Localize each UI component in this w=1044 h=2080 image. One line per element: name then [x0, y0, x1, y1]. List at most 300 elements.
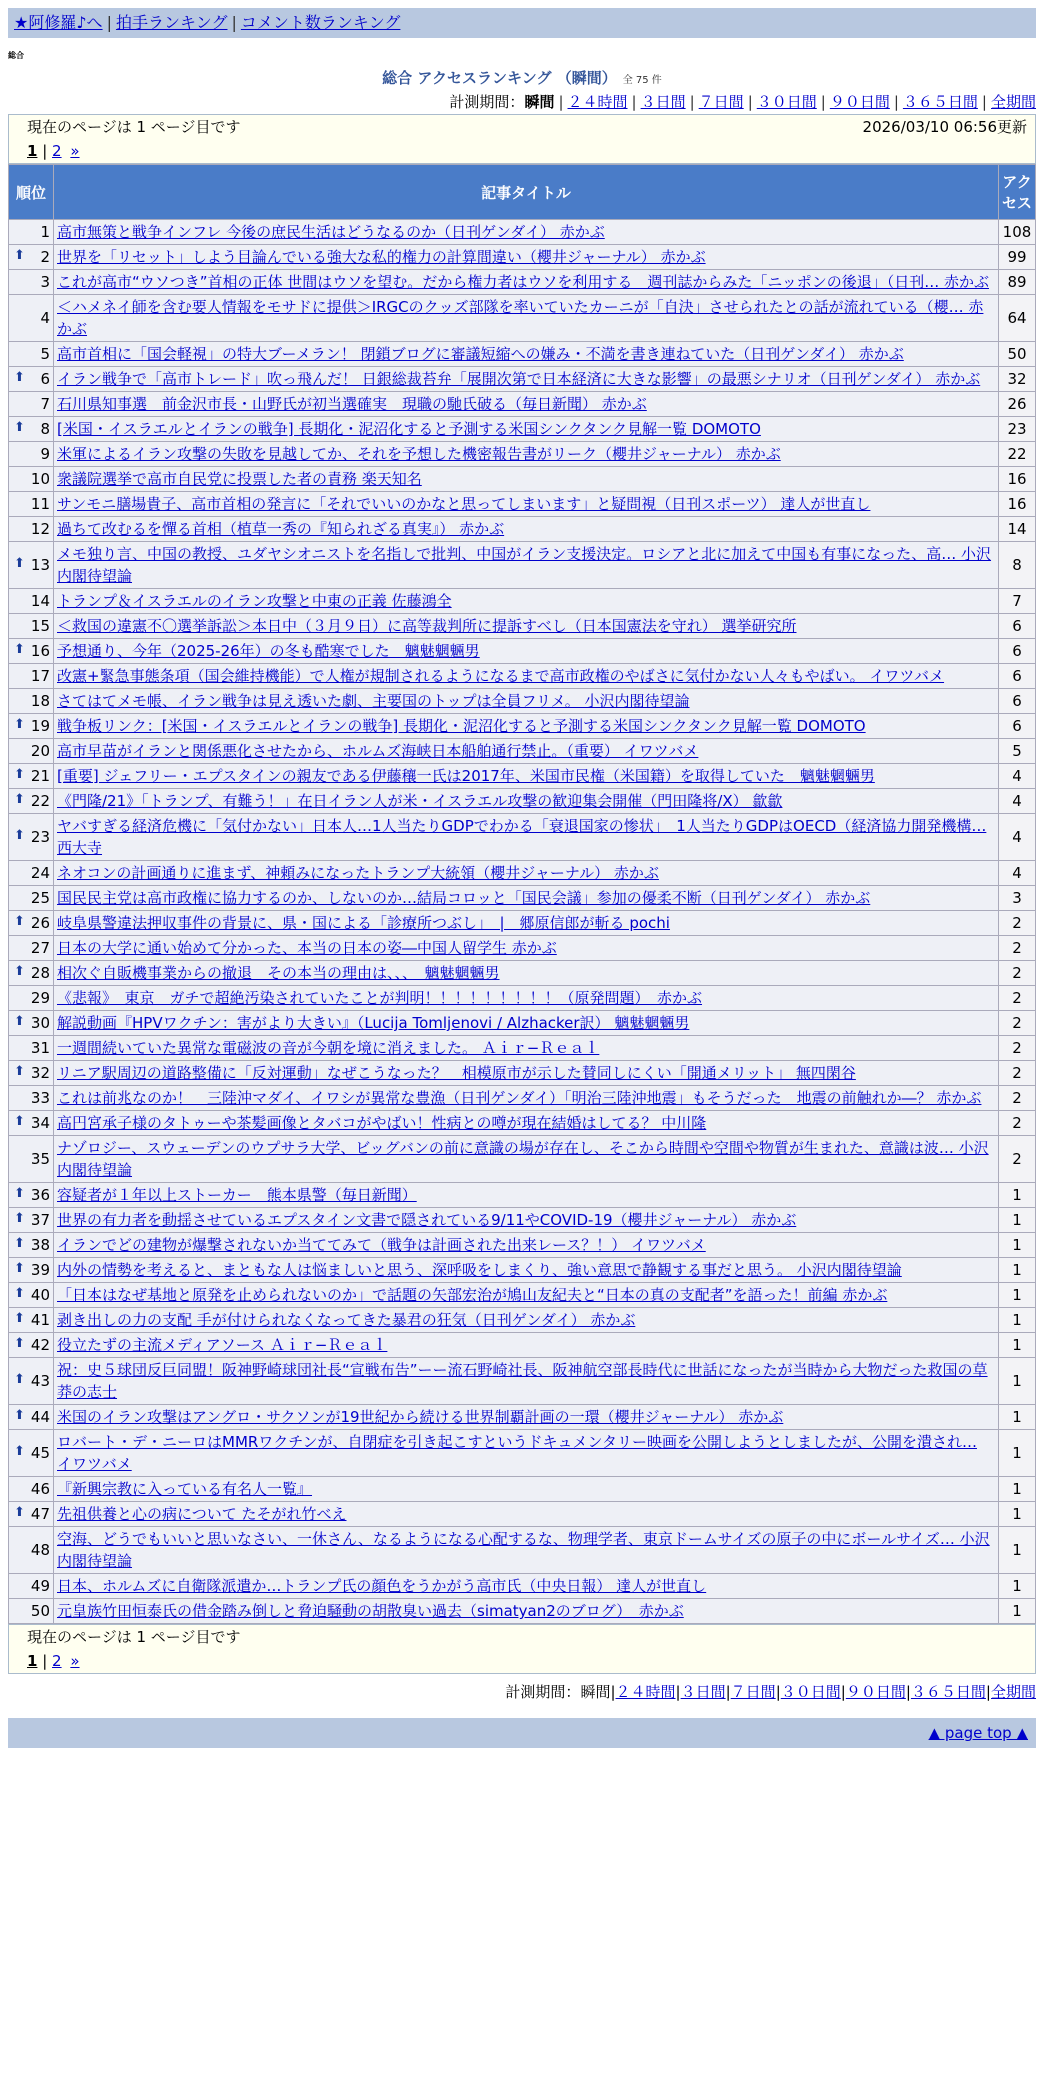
access-count: 6 [999, 714, 1036, 739]
page-2-link[interactable]: 2 [52, 142, 62, 160]
top-nav-bar: ★阿修羅♪へ | 拍手ランキング | コメント数ランキング [8, 8, 1036, 38]
period-option[interactable]: ３０日間 [756, 93, 817, 111]
rank-cell [9, 589, 54, 614]
updated-timestamp: 2026/03/10 06:56更新 [862, 118, 1027, 136]
page-1-current-bottom: 1 [27, 1652, 38, 1670]
up-arrow-icon: ⬆ [14, 964, 25, 979]
table-row [9, 1430, 1036, 1477]
table-row [9, 1136, 1036, 1183]
up-arrow-icon: ⬆ [14, 1114, 25, 1129]
ranking-title-text: 総合 アクセスランキング （瞬間） [382, 69, 617, 87]
title-header: 記事タイトル [54, 165, 999, 220]
rank-cell [9, 1502, 54, 1527]
title-cell [54, 689, 999, 714]
table-row [9, 1599, 1036, 1624]
title-cell [54, 1574, 999, 1599]
table-row [9, 220, 1036, 245]
up-arrow-icon: ⬆ [14, 248, 25, 263]
title-cell [54, 417, 999, 442]
period-option-bottom[interactable]: ３６５日間 [910, 1683, 986, 1701]
access-count: 16 [999, 467, 1036, 492]
clap-ranking-link[interactable]: 拍手ランキング [115, 13, 228, 32]
table-row [9, 1333, 1036, 1358]
table-row [9, 1111, 1036, 1136]
table-row [9, 542, 1036, 589]
rank-number: 2 [40, 248, 50, 266]
article-link[interactable]: ＜救国の違憲不〇選挙訴訟＞本日中（３月９日）に高等裁判所に提訴すべし（日本国憲法を守れ） 選挙研究所 [57, 617, 797, 635]
period-separator: | [610, 1683, 616, 1701]
title-cell [54, 764, 999, 789]
article-link[interactable]: 祝：史５球団反巨同盟！阪神野崎球団社長“宣戦布告”ーー流石野崎社長、阪神航空部長時代に世話になったが当時から大物だった救国の草莽の志士 [57, 1361, 988, 1401]
access-count: 1 [999, 1477, 1036, 1502]
rank-cell [9, 1011, 54, 1036]
rank-number: 17 [30, 667, 50, 685]
article-link[interactable]: 役立たずの主流メディアソース Ａｉｒ−Ｒｅａｌ [57, 1336, 388, 1354]
rank-number: 20 [30, 742, 50, 760]
period-option[interactable]: ９０日間 [829, 93, 890, 111]
period-option-bottom[interactable]: ３０日間 [780, 1683, 841, 1701]
access-count: 2 [999, 1061, 1036, 1086]
rank-number: 23 [30, 828, 50, 846]
table-row [9, 739, 1036, 764]
access-count: 6 [999, 614, 1036, 639]
article-link[interactable]: イラン戦争で「高市トレード」吹っ飛んだ！ 日銀総裁苔弁「展開次第で日本経済に大きな影響」の最悪シナリオ（日刊ゲンダイ） 赤かぶ [57, 370, 981, 388]
rank-number: 24 [30, 864, 50, 882]
title-cell [54, 664, 999, 689]
access-count: 2 [999, 961, 1036, 986]
rank-number: 27 [30, 939, 50, 957]
period-option-bottom[interactable]: ７日間 [730, 1683, 776, 1701]
article-link[interactable]: 高市無策と戦争インフレ 今後の庶民生活はどうなるのか（日刊ゲンダイ） 赤かぶ [57, 223, 605, 241]
rank-cell [9, 245, 54, 270]
table-row [9, 1183, 1036, 1208]
access-count: 1 [999, 1308, 1036, 1333]
title-cell [54, 270, 999, 295]
rank-cell [9, 220, 54, 245]
access-count: 1 [999, 1405, 1036, 1430]
current-page-text: 現在のページは 1 ページ目です [27, 118, 241, 136]
article-link[interactable]: 衆議院選挙で高市自民党に投票した者の責務 楽天知名 [57, 470, 422, 488]
rank-number: 7 [40, 395, 50, 413]
rank-cell [9, 1308, 54, 1333]
title-cell [54, 1036, 999, 1061]
article-link[interactable]: リニア駅周辺の道路整備に「反対運動」なぜこうなった？ 相模原市が示した賛同しにくい「開通メリット」 無四閑谷 [57, 1064, 856, 1082]
article-link[interactable]: 予想通り、今年（2025-26年）の冬も酷寒でした 魑魅魍魎男 [57, 642, 480, 660]
up-arrow-icon: ⬆ [14, 420, 25, 435]
rank-cell [9, 936, 54, 961]
period-option-bottom[interactable]: ９０日間 [845, 1683, 906, 1701]
access-count: 4 [999, 789, 1036, 814]
rank-cell [9, 542, 54, 589]
pagination-top [8, 114, 1036, 164]
rank-number: 29 [30, 989, 50, 1007]
access-count: 4 [999, 861, 1036, 886]
article-link[interactable]: 容疑者が１年以上ストーカー 熊本県警（毎日新聞） [57, 1186, 417, 1204]
access-count: 16 [999, 492, 1036, 517]
rank-cell [9, 664, 54, 689]
up-arrow-icon: ⬆ [14, 717, 25, 732]
rank-cell [9, 911, 54, 936]
table-row [9, 417, 1036, 442]
up-arrow-icon: ⬆ [14, 556, 25, 571]
article-link[interactable]: 《門隆/21》「トランプ、有難う！」在日イラン人が米・イスラエル攻撃の歓迎集会開催（門田隆将/X） 歙歙 [57, 792, 783, 810]
table-row [9, 614, 1036, 639]
pagination-bottom [8, 1624, 1036, 1674]
period-option[interactable]: ２４時間 [567, 93, 628, 111]
access-count: 26 [999, 392, 1036, 417]
title-cell [54, 986, 999, 1011]
table-row [9, 467, 1036, 492]
period-separator: | [775, 1683, 781, 1701]
period-option[interactable]: ３日間 [640, 93, 686, 111]
article-link[interactable]: 剥き出しの力の支配 手が付けられなくなってきた暴君の狂気（日刊ゲンダイ） 赤かぶ [57, 1311, 636, 1329]
comment-ranking-link[interactable]: コメント数ランキング [240, 13, 401, 32]
table-row [9, 689, 1036, 714]
period-separator: | [905, 1683, 911, 1701]
access-count: 1 [999, 1430, 1036, 1477]
title-cell [54, 639, 999, 664]
bottom-bar [8, 1718, 1036, 1748]
period-option-bottom[interactable]: 全期間 [990, 1683, 1036, 1701]
up-arrow-icon: ⬆ [14, 1286, 25, 1301]
table-row [9, 986, 1036, 1011]
article-link[interactable]: 空海、どうでもいいと思いなさい、一休さん、なるようになる心配するな、物理学者、東京ドームサイズの原子の中にボールサイズ… 小沢内閣待望論 [57, 1530, 990, 1570]
article-link[interactable]: トランプ＆イスラエルのイラン攻撃と中東の正義 佐藤鴻全 [57, 592, 452, 610]
article-link[interactable]: 日本の大学に通い始めて分かった、本当の日本の姿―中国人留学生 赤かぶ [57, 939, 557, 957]
next-page-link-bottom[interactable]: » [70, 1652, 80, 1670]
rank-number: 1 [40, 223, 50, 241]
table-row [9, 1208, 1036, 1233]
period-separator: | [725, 1683, 731, 1701]
period-option[interactable]: ３６５日間 [902, 93, 978, 111]
page-2-link-bottom[interactable]: 2 [52, 1652, 62, 1670]
article-link[interactable]: 解説動画『HPVワクチン：害がより大きい』（Lucija Tomljenovi / Alzhacker訳） 魑魅魍魎男 [57, 1014, 690, 1032]
rank-cell [9, 861, 54, 886]
rank-cell [9, 1233, 54, 1258]
up-arrow-icon: ⬆ [14, 370, 25, 385]
table-row [9, 1358, 1036, 1405]
article-link[interactable]: さてはてメモ帳、イラン戦争は見え透いた劇、主要国のトップは全員フリメ。 小沢内閣待望論 [57, 692, 690, 710]
ranking-table [8, 164, 1036, 1624]
table-row [9, 245, 1036, 270]
access-count: 4 [999, 764, 1036, 789]
table-row [9, 1011, 1036, 1036]
table-row [9, 1405, 1036, 1430]
current-page-text-bottom: 現在のページは 1 ページ目です [27, 1628, 241, 1646]
title-cell [54, 392, 999, 417]
table-row [9, 442, 1036, 467]
table-row [9, 961, 1036, 986]
up-arrow-icon: ⬆ [14, 642, 25, 657]
article-link[interactable]: [重要] ジェフリー・エプスタインの親友である伊藤穰一氏は2017年、米国市民権（米国籍）を取得していた 魑魅魍魎男 [57, 767, 875, 785]
period-option-bottom[interactable]: ２４時間 [615, 1683, 676, 1701]
table-row [9, 814, 1036, 861]
up-arrow-icon: ⬆ [14, 1236, 25, 1251]
title-cell [54, 1136, 999, 1183]
table-row [9, 1061, 1036, 1086]
rank-number: 18 [30, 692, 50, 710]
access-count: 2 [999, 1086, 1036, 1111]
rank-number: 30 [30, 1014, 50, 1032]
article-link[interactable]: ナゾロジー、スウェーデンのウプサラ大学、ビッグバンの前に意識の場が存在し、そこから時間や空間や物質が生まれた、意識は波… 小沢内閣待望論 [57, 1139, 989, 1179]
up-arrow-icon: ⬆ [14, 1261, 25, 1276]
rank-number: 26 [30, 914, 50, 932]
access-count: 1 [999, 1258, 1036, 1283]
rank-cell [9, 1061, 54, 1086]
period-separator: | [675, 1683, 681, 1701]
table-row [9, 789, 1036, 814]
rank-number: 47 [30, 1505, 50, 1523]
page-top-link[interactable]: ▲ page top ▲ [928, 1724, 1028, 1742]
rank-cell [9, 270, 54, 295]
period-option[interactable]: ７日間 [698, 93, 744, 111]
up-arrow-icon: ⬆ [14, 1064, 25, 1079]
access-count: 1 [999, 1183, 1036, 1208]
access-count: 5 [999, 739, 1036, 764]
table-row [9, 1233, 1036, 1258]
article-link[interactable]: 高市首相に「国会軽視」の特大ブーメラン！ 閉鎖ブログに審議短縮への嫌み・不満を書き連ねていた（日刊ゲンダイ） 赤かぶ [57, 345, 904, 363]
rank-number: 31 [30, 1039, 50, 1057]
access-count: 23 [999, 417, 1036, 442]
table-row [9, 517, 1036, 542]
up-arrow-icon: ⬆ [14, 1311, 25, 1326]
rank-number: 44 [30, 1408, 50, 1426]
article-link[interactable]: 一週間続いていた異常な電磁波の音が今朝を境に消えました。 Ａｉｒ−Ｒｅａｌ [57, 1039, 600, 1057]
ranking-title [0, 67, 1044, 88]
period-option[interactable]: 全期間 [990, 93, 1036, 111]
period-separator: | [985, 1683, 991, 1701]
title-cell [54, 739, 999, 764]
rank-cell [9, 392, 54, 417]
rank-number: 33 [30, 1089, 50, 1107]
up-arrow-icon: ⬆ [14, 1211, 25, 1226]
article-link[interactable]: [米国・イスラエルとイランの戦争] 長期化・泥沼化すると予測する米国シンクタンク見解一覧 DOMOTO [57, 420, 761, 438]
title-cell [54, 1502, 999, 1527]
rank-number: 37 [30, 1211, 50, 1229]
rank-number: 49 [30, 1577, 50, 1595]
table-row [9, 342, 1036, 367]
title-cell [54, 814, 999, 861]
rank-cell [9, 1136, 54, 1183]
article-link[interactable]: これが高市“ウソつき”首相の正体 世間はウソを望む。だから権力者はウソを利用する 週刊誌からみた「ニッポンの後退」（日刊… 赤かぶ [57, 273, 989, 291]
article-link[interactable]: 米国のイラン攻撃はアングロ・サクソンが19世紀から続ける世界制覇計画の一環（櫻井ジャーナル） 赤かぶ [57, 1408, 784, 1426]
period-separator: | [558, 93, 564, 111]
article-link[interactable]: これは前兆なのか！ 三陸沖マダイ、イワシが異常な豊漁（日刊ゲンダイ）「明治三陸沖地震」もそうだった 地震の前触れか―？ 赤かぶ [57, 1089, 982, 1107]
rank-cell [9, 789, 54, 814]
access-count: 1 [999, 1574, 1036, 1599]
pager: 1 | 2 » [27, 142, 80, 160]
title-cell [54, 1258, 999, 1283]
home-link[interactable]: ★阿修羅♪へ [14, 13, 103, 32]
rank-number: 40 [30, 1286, 50, 1304]
table-row [9, 1086, 1036, 1111]
title-cell [54, 1308, 999, 1333]
rank-number: 50 [30, 1602, 50, 1620]
article-link[interactable]: サンモニ膳場貴子、高市首相の発言に「それでいいのかなと思ってしまいます」と疑問視（日刊スポーツ） 達人が世直し [57, 495, 871, 513]
title-cell [54, 1283, 999, 1308]
rank-cell [9, 1477, 54, 1502]
rank-number: 8 [40, 420, 50, 438]
rank-number: 9 [40, 445, 50, 463]
article-link[interactable]: 先祖供養と心の病について たそがれ竹べえ [57, 1505, 347, 1523]
access-count: 64 [999, 295, 1036, 342]
access-count: 3 [999, 886, 1036, 911]
access-count: 99 [999, 245, 1036, 270]
article-link[interactable]: メモ独り言、中国の教授、ユダヤシオニストを名指しで批判、中国がイラン支援決定。ロシアと北に加えて中国も有事になった、高… 小沢内閣待望論 [57, 545, 992, 585]
title-cell [54, 220, 999, 245]
title-cell [54, 886, 999, 911]
rank-cell [9, 1258, 54, 1283]
table-row [9, 1574, 1036, 1599]
article-link[interactable]: ＜ハメネイ師を含む要人情報をモサドに提供＞IRGCのクッズ部隊を率いていたカーニが「自決」させられたとの話が流れている（櫻… 赤かぶ [57, 298, 984, 338]
period-separator: | [893, 93, 899, 111]
up-arrow-icon: ⬆ [14, 1186, 25, 1201]
rank-cell [9, 467, 54, 492]
access-count: 1 [999, 1233, 1036, 1258]
page-1-current: 1 [27, 142, 38, 160]
article-link[interactable]: ロバート・デ・ニーロはMMRワクチンが、自閉症を引き起こすというドキュメンタリー映画を公開しようとしましたが、公開を潰され… イワツバメ [57, 1433, 977, 1473]
rank-number: 10 [30, 470, 50, 488]
article-link[interactable]: 高円宮承子様のタトゥーや茶髪画像とタバコがやばい！性病との噂が現在結婚はしてる？ 中川隆 [57, 1114, 707, 1132]
table-row [9, 911, 1036, 936]
rank-number: 25 [30, 889, 50, 907]
access-count: 14 [999, 517, 1036, 542]
rank-number: 48 [30, 1541, 50, 1559]
article-link[interactable]: 『新興宗教に入っている有名人一覧』 [57, 1480, 313, 1498]
rank-number: 13 [30, 556, 50, 574]
table-row [9, 764, 1036, 789]
rank-cell [9, 639, 54, 664]
article-link[interactable]: イランでどの建物が爆撃されないか当ててみて（戦争は計画された出来レース？！） イワツバメ [57, 1236, 706, 1254]
period-separator: | [631, 93, 637, 111]
rank-cell [9, 814, 54, 861]
table-row [9, 714, 1036, 739]
table-row [9, 270, 1036, 295]
rank-number: 16 [30, 642, 50, 660]
rank-cell [9, 1208, 54, 1233]
access-count: 1 [999, 1283, 1036, 1308]
title-cell [54, 1011, 999, 1036]
access-count: 22 [999, 442, 1036, 467]
article-link[interactable]: 岐阜県警違法押収事件の背景に、県・国による「診療所つぶし」 | 郷原信郎が斬る pochi [57, 914, 670, 932]
title-cell [54, 1477, 999, 1502]
access-count: 1 [999, 1527, 1036, 1574]
table-row [9, 1283, 1036, 1308]
article-link[interactable]: 世界を「リセット」しよう目論んでいる強大な私的権力の計算間違い（櫻井ジャーナル） 赤かぶ [57, 248, 706, 266]
article-link[interactable]: 内外の情勢を考えると、まともな人は悩ましいと思う、深呼吸をしまくり、強い意思で静観する事だと思う。 小沢内閣待望論 [57, 1261, 902, 1279]
title-cell [54, 1358, 999, 1405]
title-cell [54, 1233, 999, 1258]
rank-cell [9, 367, 54, 392]
article-link[interactable]: 国民民主党は高市政権に協力するのか、しないのか…結局コロッと「国民会議」参加の優柔不断（日刊ゲンダイ） 赤かぶ [57, 889, 871, 907]
article-link[interactable]: 米軍によるイラン攻撃の失敗を見越してか、それを予想した機密報告書がリーク（櫻井ジャーナル） 赤かぶ [57, 445, 781, 463]
table-row [9, 392, 1036, 417]
period-option-bottom: 瞬間 [580, 1683, 611, 1701]
article-link[interactable]: 過ちて改むるを憚る首相（植草一秀の『知られざる真実』） 赤かぶ [57, 520, 505, 538]
title-cell [54, 342, 999, 367]
rank-cell [9, 1036, 54, 1061]
rank-cell [9, 986, 54, 1011]
article-link[interactable]: ネオコンの計画通りに進まず、神頼みになったトランプ大統領（櫻井ジャーナル） 赤かぶ [57, 864, 659, 882]
title-cell [54, 936, 999, 961]
rank-number: 39 [30, 1261, 50, 1279]
rank-cell [9, 295, 54, 342]
rank-cell [9, 1430, 54, 1477]
table-row [9, 1308, 1036, 1333]
article-link[interactable]: 相次ぐ自販機事業からの撤退 その本当の理由は、、、 魑魅魍魎男 [57, 964, 500, 982]
period-selector-bottom [8, 1682, 1036, 1702]
table-row [9, 664, 1036, 689]
period-separator: | [820, 93, 826, 111]
article-link[interactable]: 石川県知事選 前金沢市長・山野氏が初当選確実 現職の馳氏破る（毎日新聞） 赤かぶ [57, 395, 647, 413]
title-cell [54, 367, 999, 392]
article-link[interactable]: 《悲報》 東京 ガチで超絶汚染されていたことが判明！！！！！！！！！（原発問題） 赤かぶ [57, 989, 703, 1007]
article-link[interactable]: 「日本はなぜ基地と原発を止められないのか」で話題の矢部宏治が鳩山友紀夫と“日本の真の支配者”を語った！前編 赤かぶ [57, 1286, 888, 1304]
title-cell [54, 245, 999, 270]
rank-cell [9, 1574, 54, 1599]
rank-cell [9, 1527, 54, 1574]
article-link[interactable]: 戦争板リンク：[米国・イスラエルとイランの戦争] 長期化・泥沼化すると予測する米国シンクタンク見解一覧 DOMOTO [57, 717, 866, 735]
rank-cell [9, 517, 54, 542]
title-cell [54, 1527, 999, 1574]
access-count: 2 [999, 1111, 1036, 1136]
rank-number: 14 [30, 592, 50, 610]
rank-number: 42 [30, 1336, 50, 1354]
access-count: 32 [999, 367, 1036, 392]
rank-cell [9, 1405, 54, 1430]
period-option-bottom[interactable]: ３日間 [680, 1683, 726, 1701]
table-row [9, 1258, 1036, 1283]
next-page-link[interactable]: » [70, 142, 80, 160]
rank-cell [9, 1358, 54, 1405]
title-cell [54, 911, 999, 936]
rank-number: 4 [40, 309, 50, 327]
article-link[interactable]: 世界の有力者を動揺させているエプスタイン文書で隠されている9/11やCOVID-19（櫻井ジャーナル） 赤かぶ [57, 1211, 797, 1229]
article-link[interactable]: 改憲+緊急事態条項（国会維持機能）で人権が規制されるようになるまで高市政権のやばさに気付かない人々もやばい。 イワツバメ [57, 667, 945, 685]
title-cell [54, 517, 999, 542]
title-cell [54, 614, 999, 639]
title-cell [54, 1061, 999, 1086]
rank-number: 45 [30, 1444, 50, 1462]
table-row [9, 861, 1036, 886]
table-row [9, 367, 1036, 392]
title-cell [54, 589, 999, 614]
article-link[interactable]: 日本、ホルムズに自衛隊派遣か…トランプ氏の顔色をうかがう高市氏（中央日報） 達人が世直し [57, 1577, 707, 1595]
rank-number: 3 [40, 273, 50, 291]
title-cell [54, 1405, 999, 1430]
access-count: 6 [999, 639, 1036, 664]
access-count: 6 [999, 689, 1036, 714]
article-link[interactable]: 元皇族竹田恒泰氏の借金踏み倒しと脅迫騒動の胡散臭い過去（simatyan2のブログ） 赤かぶ [57, 1602, 684, 1620]
access-count: 8 [999, 542, 1036, 589]
access-count: 2 [999, 1036, 1036, 1061]
title-cell [54, 714, 999, 739]
article-link[interactable]: 高市早苗がイランと関係悪化させたから、ホルムズ海峡日本船舶通行禁止。（重要） イワツバメ [57, 742, 699, 760]
rank-cell [9, 417, 54, 442]
title-cell [54, 295, 999, 342]
category-label: 総合 [8, 51, 24, 60]
table-row [9, 1036, 1036, 1061]
article-link[interactable]: ヤバすぎる経済危機に「気付かない」日本人…1人当たりGDPでわかる「衰退国家の惨状」 1人当たりGDPはOECD（経済協力開発機構… 西大寺 [57, 817, 987, 857]
title-cell [54, 961, 999, 986]
up-arrow-icon: ⬆ [14, 1372, 25, 1387]
table-row [9, 295, 1036, 342]
title-cell [54, 1183, 999, 1208]
access-count: 2 [999, 911, 1036, 936]
access-count: 2 [999, 1136, 1036, 1183]
title-cell [54, 1111, 999, 1136]
access-count: 89 [999, 270, 1036, 295]
